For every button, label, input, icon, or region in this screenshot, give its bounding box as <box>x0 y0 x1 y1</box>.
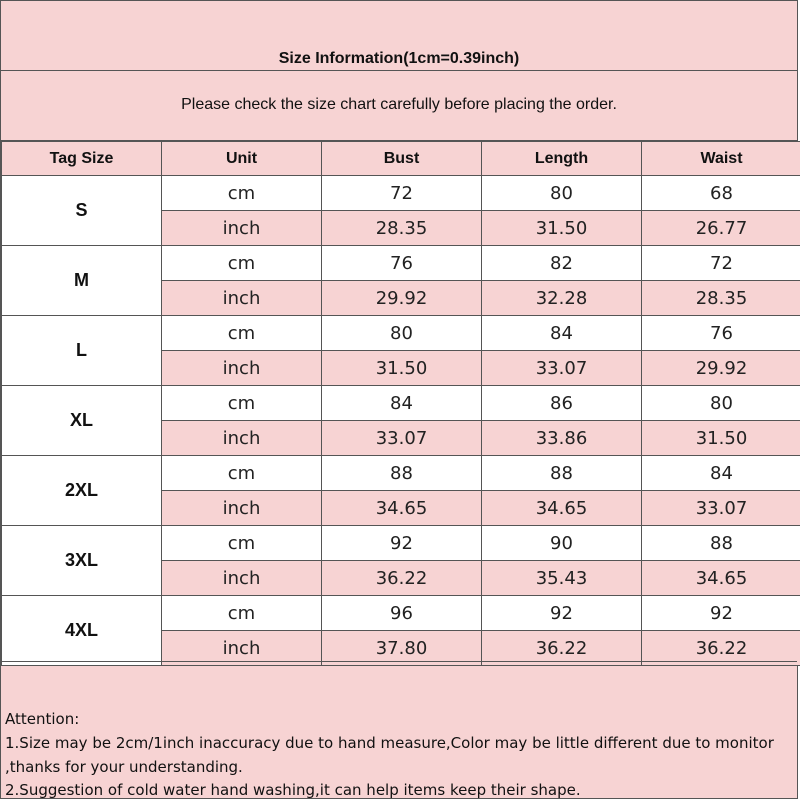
waist-cell: 92 <box>642 596 800 631</box>
unit-cell: cm <box>162 176 322 211</box>
table-row <box>2 596 800 631</box>
bust-cell: 96 <box>322 596 482 631</box>
waist-cell: 76 <box>642 316 800 351</box>
bust-cell: 88 <box>322 456 482 491</box>
waist-cell: 34.65 <box>642 561 800 596</box>
size-chart-subtitle <box>1 71 797 141</box>
table-row <box>2 316 800 351</box>
bust-cell: 84 <box>322 386 482 421</box>
attention-note-2: 2.Suggestion of cold water hand washing,it can help items keep their shape. <box>5 781 581 799</box>
unit-cell: cm <box>162 316 322 351</box>
unit-cell: cm <box>162 246 322 281</box>
length-cell: 80 <box>482 176 642 211</box>
length-cell: 84 <box>482 316 642 351</box>
attention-notes <box>1 661 797 800</box>
waist-cell: 28.35 <box>642 281 800 316</box>
unit-cell: inch <box>162 561 322 596</box>
unit-cell: inch <box>162 211 322 246</box>
subtitle-text: Please check the size chart carefully before placing the order. <box>181 96 617 113</box>
bust-cell: 29.92 <box>322 281 482 316</box>
table-row <box>2 526 800 561</box>
bust-cell: 34.65 <box>322 491 482 526</box>
unit-cell: inch <box>162 351 322 386</box>
table-row <box>2 176 800 211</box>
waist-cell: 29.92 <box>642 351 800 386</box>
unit-cell: inch <box>162 421 322 456</box>
waist-cell: 84 <box>642 456 800 491</box>
tag-size-cell: S <box>2 176 162 246</box>
size-table <box>1 141 800 666</box>
waist-cell: 36.22 <box>642 631 800 666</box>
title-text: Size Information(1cm=0.39inch) <box>278 50 520 67</box>
bust-cell: 36.22 <box>322 561 482 596</box>
tag-size-cell: 4XL <box>2 596 162 666</box>
bust-cell: 92 <box>322 526 482 561</box>
table-row <box>2 246 800 281</box>
bust-cell: 31.50 <box>322 351 482 386</box>
header-unit: Unit <box>162 142 322 176</box>
waist-cell: 33.07 <box>642 491 800 526</box>
bust-cell: 28.35 <box>322 211 482 246</box>
bust-cell: 80 <box>322 316 482 351</box>
length-cell: 33.07 <box>482 351 642 386</box>
unit-cell: inch <box>162 631 322 666</box>
unit-cell: cm <box>162 526 322 561</box>
unit-cell: inch <box>162 491 322 526</box>
length-cell: 35.43 <box>482 561 642 596</box>
bust-cell: 37.80 <box>322 631 482 666</box>
length-cell: 32.28 <box>482 281 642 316</box>
tag-size-cell: 2XL <box>2 456 162 526</box>
unit-cell: cm <box>162 596 322 631</box>
unit-cell: inch <box>162 281 322 316</box>
header-waist: Waist <box>642 142 800 176</box>
length-cell: 36.22 <box>482 631 642 666</box>
table-row <box>2 456 800 491</box>
attention-note-1-cont: ,thanks for your understanding. <box>5 758 243 776</box>
unit-cell: cm <box>162 386 322 421</box>
waist-cell: 80 <box>642 386 800 421</box>
length-cell: 86 <box>482 386 642 421</box>
bust-cell: 72 <box>322 176 482 211</box>
length-cell: 90 <box>482 526 642 561</box>
header-tag-size: Tag Size <box>2 142 162 176</box>
attention-heading: Attention: <box>5 710 80 728</box>
length-cell: 33.86 <box>482 421 642 456</box>
attention-note-1: 1.Size may be 2cm/1inch inaccuracy due to hand measure,Color may be little different due to monitor <box>5 734 774 752</box>
bust-cell: 33.07 <box>322 421 482 456</box>
table-header-row <box>2 142 800 176</box>
waist-cell: 88 <box>642 526 800 561</box>
header-length: Length <box>482 142 642 176</box>
length-cell: 31.50 <box>482 211 642 246</box>
waist-cell: 72 <box>642 246 800 281</box>
tag-size-cell: L <box>2 316 162 386</box>
length-cell: 88 <box>482 456 642 491</box>
unit-cell: cm <box>162 456 322 491</box>
waist-cell: 68 <box>642 176 800 211</box>
size-table-body <box>2 176 800 666</box>
tag-size-cell: M <box>2 246 162 316</box>
size-chart-title <box>1 1 797 71</box>
tag-size-cell: 3XL <box>2 526 162 596</box>
length-cell: 82 <box>482 246 642 281</box>
table-row <box>2 386 800 421</box>
waist-cell: 31.50 <box>642 421 800 456</box>
tag-size-cell: XL <box>2 386 162 456</box>
waist-cell: 26.77 <box>642 211 800 246</box>
bust-cell: 76 <box>322 246 482 281</box>
length-cell: 92 <box>482 596 642 631</box>
header-bust: Bust <box>322 142 482 176</box>
length-cell: 34.65 <box>482 491 642 526</box>
